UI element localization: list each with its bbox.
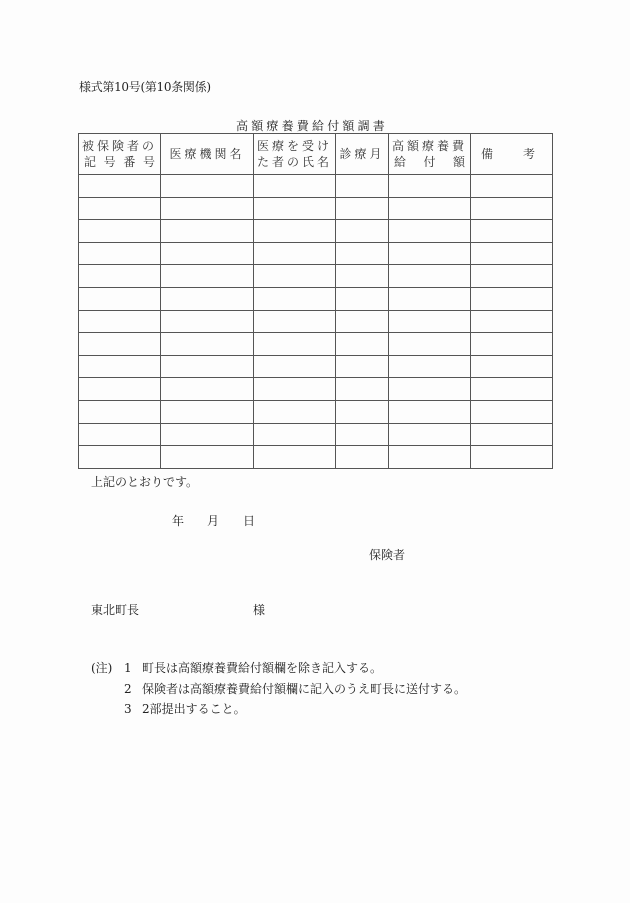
header-char: 給 [394,155,407,169]
table-row [79,355,553,378]
header-text: 被保険者の [81,139,157,153]
table-row [79,333,553,356]
notes-section [91,658,466,720]
header-text [471,146,552,162]
table-cell[interactable] [254,423,336,446]
table-cell[interactable] [389,242,471,265]
table-cell[interactable] [254,400,336,423]
header-char: 付 [423,155,436,169]
table-cell[interactable] [161,355,254,378]
table-cell[interactable] [336,220,389,243]
addressee-name: 東北町長 [91,603,140,617]
header-text [79,154,160,170]
table-cell[interactable] [471,378,553,401]
table-row [79,242,553,265]
table-cell[interactable] [336,265,389,288]
table-cell[interactable] [336,333,389,356]
form-number: 様式第10号(第10条関係) [79,80,211,94]
table-cell[interactable] [161,423,254,446]
insurer-label: 保険者 [369,548,406,562]
table-cell[interactable] [79,333,161,356]
table-cell[interactable] [336,287,389,310]
note-indent [91,679,124,700]
table-cell[interactable] [389,265,471,288]
note-item [91,679,466,700]
date-day-label: 日 [243,514,256,528]
table-cell[interactable] [161,287,254,310]
table-row [79,378,553,401]
header-text [389,154,470,170]
header-char: 額 [452,155,465,169]
table-cell[interactable] [471,220,553,243]
note-item [91,658,466,679]
table-cell[interactable] [79,287,161,310]
note-item [91,699,466,720]
benefit-table [78,133,553,469]
header-patient-name [254,134,336,175]
table-cell[interactable] [471,333,553,356]
header-char: 備 [481,147,497,161]
note-number: 3 [124,702,132,716]
table-body [79,175,553,469]
note-number: 1 [124,661,132,675]
table-cell[interactable] [336,355,389,378]
table-cell[interactable] [254,265,336,288]
table-cell[interactable] [254,197,336,220]
table-cell[interactable] [471,423,553,446]
table-cell[interactable] [336,446,389,469]
header-treatment-month [336,134,389,175]
table-row [79,423,553,446]
table-cell[interactable] [161,378,254,401]
table-cell[interactable] [389,378,471,401]
table-cell[interactable] [389,175,471,198]
table-cell[interactable] [471,197,553,220]
addressee-honorific: 様 [253,603,266,617]
notes-prefix: (注) [91,661,113,675]
table-row [79,220,553,243]
table-cell[interactable] [336,423,389,446]
table-cell[interactable] [389,355,471,378]
table-cell[interactable] [336,378,389,401]
table-row [79,197,553,220]
table-cell[interactable] [254,378,336,401]
header-char: 号 [142,155,155,169]
note-indent [91,699,124,720]
table-cell[interactable] [389,423,471,446]
header-text: た者の氏名 [256,155,332,169]
table-cell[interactable] [471,355,553,378]
table-cell[interactable] [79,446,161,469]
header-benefit-amount [389,134,471,175]
table-cell[interactable] [389,220,471,243]
table-cell[interactable] [79,175,161,198]
note-text: 町長は高額療養費給付額欄を除き記入する。 [142,661,383,675]
table-cell[interactable] [254,242,336,265]
table-header-row [79,134,553,175]
table-cell[interactable] [336,310,389,333]
table-cell[interactable] [161,265,254,288]
table-cell[interactable] [79,265,161,288]
table-row [79,310,553,333]
table-cell[interactable] [161,333,254,356]
table-cell[interactable] [79,423,161,446]
table-cell[interactable] [79,242,161,265]
date-year-label: 年 [172,514,185,528]
table-cell[interactable] [161,175,254,198]
header-text: 高額療養費 [391,139,467,153]
table-cell[interactable] [336,197,389,220]
table-cell[interactable] [161,220,254,243]
table-cell[interactable] [161,242,254,265]
table-cell[interactable] [161,400,254,423]
table-row [79,446,553,469]
table-cell[interactable] [389,310,471,333]
table-cell[interactable] [254,175,336,198]
table-cell[interactable] [254,333,336,356]
table-cell[interactable] [254,287,336,310]
table-cell[interactable] [471,265,553,288]
header-remarks [471,134,553,175]
statement-text: 上記のとおりです。 [91,475,199,489]
date-month-label: 月 [207,514,220,528]
note-number: 2 [124,681,132,696]
table-cell[interactable] [389,400,471,423]
document-title: 高額療養費給付額調書 [236,119,389,133]
table-cell[interactable] [79,400,161,423]
note-text: 保険者は高額療養費給付額欄に記入のうえ町長に送付する。 [142,681,467,696]
table-cell[interactable] [389,287,471,310]
table-cell[interactable] [471,446,553,469]
header-text: 医療を受け [256,139,332,153]
table-cell[interactable] [471,242,553,265]
table-cell[interactable] [336,242,389,265]
table-cell[interactable] [471,287,553,310]
table-cell[interactable] [336,400,389,423]
header-medical-institution [161,134,254,175]
table-cell[interactable] [471,310,553,333]
table-cell[interactable] [79,310,161,333]
table-cell[interactable] [161,197,254,220]
table-row [79,265,553,288]
table-cell[interactable] [336,175,389,198]
table-cell[interactable] [254,446,336,469]
table-cell[interactable] [79,220,161,243]
table-cell[interactable] [79,197,161,220]
header-char: 記 [84,155,97,169]
table-cell[interactable] [389,197,471,220]
table-cell[interactable] [471,175,553,198]
table-cell[interactable] [161,310,254,333]
header-insured-number [79,134,161,175]
table-cell[interactable] [79,378,161,401]
table-cell[interactable] [254,355,336,378]
table-cell[interactable] [471,400,553,423]
table-row [79,287,553,310]
header-text: 医療機関名 [169,147,245,161]
table-cell[interactable] [254,310,336,333]
table-cell[interactable] [389,333,471,356]
table-row [79,400,553,423]
table-cell[interactable] [389,446,471,469]
header-char: 号 [103,155,116,169]
table-cell[interactable] [161,446,254,469]
table-cell[interactable] [79,355,161,378]
header-char: 番 [123,155,136,169]
header-text: 診療月 [339,147,385,161]
table-cell[interactable] [254,220,336,243]
note-text: 2部提出すること。 [142,702,246,716]
table-row [79,175,553,198]
header-char: 考 [522,147,538,161]
